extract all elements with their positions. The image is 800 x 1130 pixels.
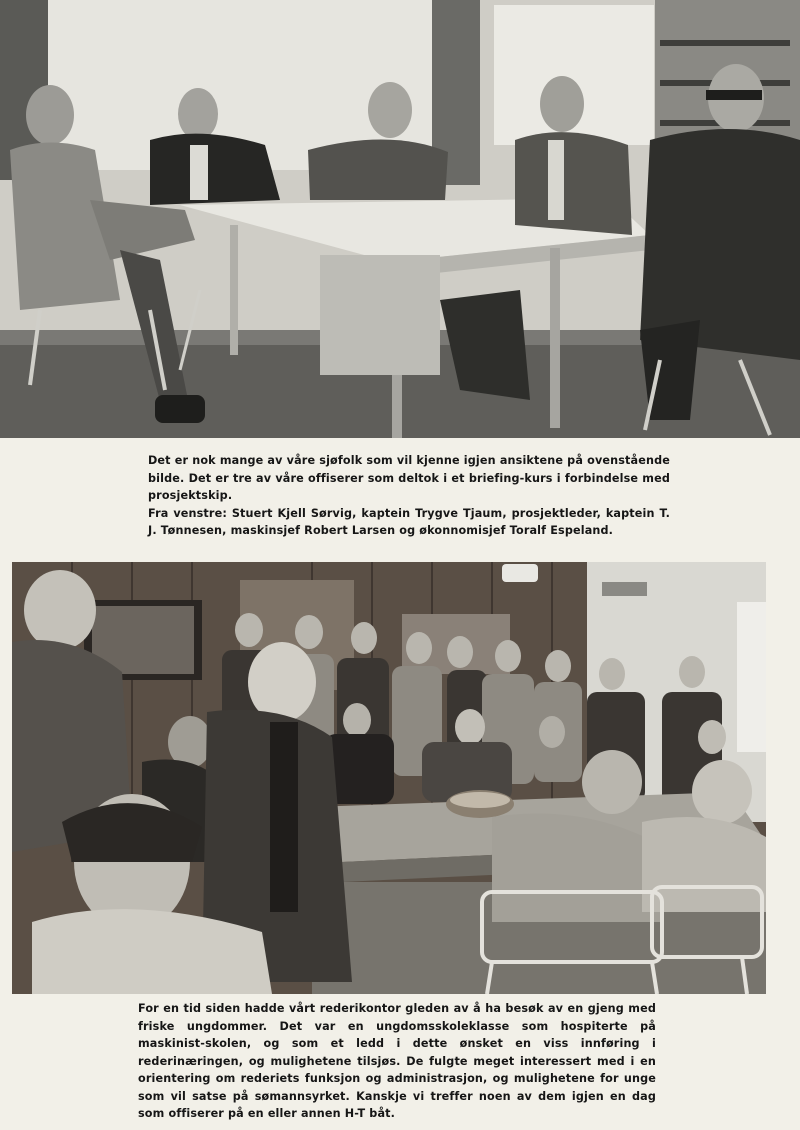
photo-school-class-visit-image — [12, 562, 766, 994]
caption-bottom-text: For en tid siden hadde vårt rederikontor gleden av å ha besøk av en gjeng med friske ungdommer. Det var en ungdomsskoleklasse som hospiterte på maskinist-skolen, og som et ledd i dette ønsket en viss innføring i rederinæringen, og mulighetene tilsjøs. De fulgte meget interessert med i en orientering om rederiets funksjon og administrasjon, og mulighetene for unge som vil satse på sømannsyrket. Kanskje vi treffer noen av dem igjen en dag som offiserer på en eller annen H-T båt. — [138, 1002, 656, 1120]
caption-school-class-visit — [138, 1000, 656, 1123]
caption-top-intro: Det er nok mange av våre sjøfolk som vil kjenne igjen ansiktene på ovenstående bilde. Det er tre av våre offiserer som deltok i et briefing-kurs i forbindelse med prosjektskip. — [148, 454, 670, 502]
photo-briefing-meeting-image — [0, 0, 800, 438]
caption-briefing-meeting — [148, 452, 670, 540]
photo-briefing-meeting — [0, 0, 800, 438]
caption-top-names: Fra venstre: Stuert Kjell Sørvig, kaptein Trygve Tjaum, prosjektleder, kaptein T. J. Tønnesen, maskinsjef Robert Larsen og økonnomisjef Toralf Espeland. — [148, 506, 670, 537]
photo-school-class-visit — [12, 562, 766, 994]
